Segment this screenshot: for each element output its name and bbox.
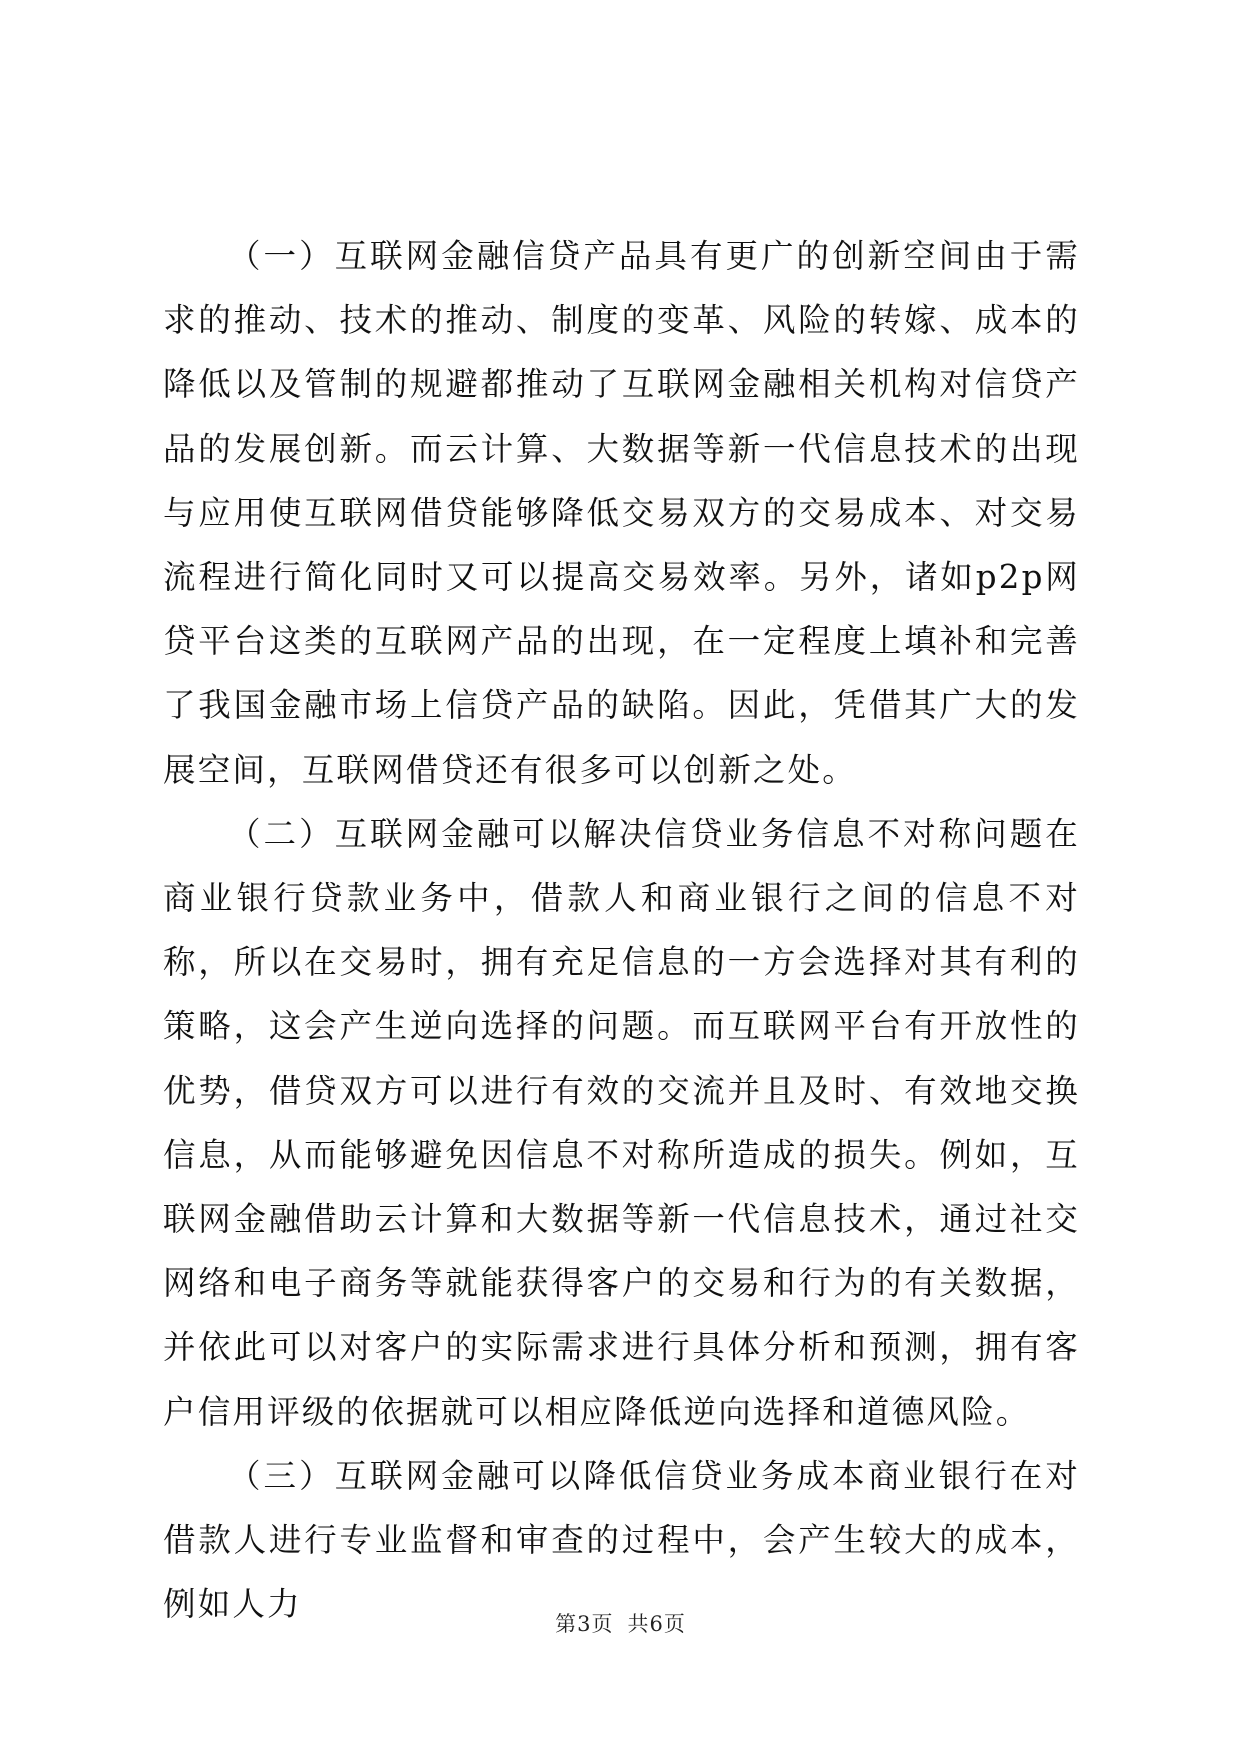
page-number: 第3页 xyxy=(555,1612,614,1636)
document-body xyxy=(163,224,1080,1636)
paragraph-2: （二）互联网金融可以解决信贷业务信息不对称问题在商业银行贷款业务中，借款人和商业银行之间的信息不对称，所以在交易时，拥有充足信息的一方会选择对其有利的策略，这会产生逆向选择的问题。而互联网平台有开放性的优势，借贷双方可以进行有效的交流并且及时、有效地交换信息，从而能够避免因信息不对称所造成的损失。例如，互联网金融借助云计算和大数据等新一代信息技术，通过社交网络和电子商务等就能获得客户的交易和行为的有关数据，并依此可以对客户的实际需求进行具体分析和预测，拥有客户信用评级的依据就可以相应降低逆向选择和道德风险。 xyxy=(163,814,1080,1431)
paragraph-3: （三）互联网金融可以降低信贷业务成本商业银行在对借款人进行专业监督和审查的过程中，会产生较大的成本，例如人力 xyxy=(163,1456,1080,1624)
total-pages: 共6页 xyxy=(627,1612,686,1636)
page-footer xyxy=(0,1610,1241,1638)
paragraph-1: （一）互联网金融信贷产品具有更广的创新空间由于需求的推动、技术的推动、制度的变革、风险的转嫁、成本的降低以及管制的规避都推动了互联网金融相关机构对信贷产品的发展创新。而云计算、大数据等新一代信息技术的出现与应用使互联网借贷能够降低交易双方的交易成本、对交易流程进行简化同时又可以提高交易效率。另外，诸如p2p网贷平台这类的互联网产品的出现，在一定程度上填补和完善了我国金融市场上信贷产品的缺陷。因此，凭借其广大的发展空间，互联网借贷还有很多可以创新之处。 xyxy=(163,237,1080,789)
